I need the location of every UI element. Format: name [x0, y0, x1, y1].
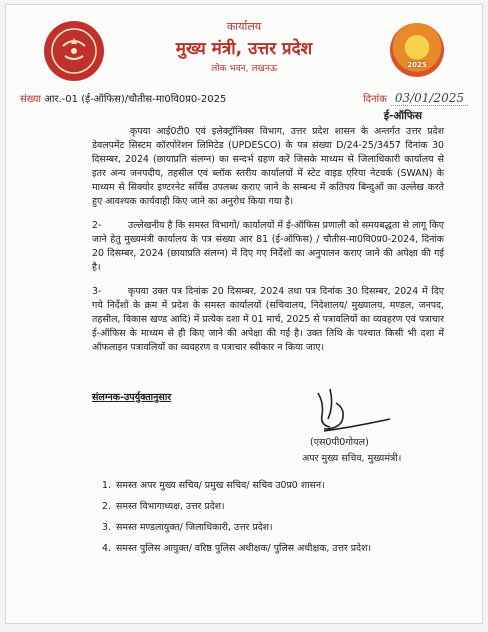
list-item-number: 3.: [102, 522, 111, 533]
paragraph-3: [92, 285, 444, 355]
handwritten-date: 03/01/2025: [391, 91, 468, 106]
list-item-text: समस्त मण्डलायुक्त/ जिलाधिकारी, उत्तर प्रदेश।: [116, 522, 273, 533]
letter-page: [5, 4, 483, 624]
reference-number: आर.-01 (ई-ऑफिस)/चौतीस-मा0वि0प्र0-2025: [44, 94, 227, 105]
office-address: लोक भवन, लखनऊ: [211, 64, 277, 74]
list-item: [102, 500, 452, 513]
list-item-number: 4.: [102, 543, 111, 554]
paragraph-2: [92, 219, 444, 275]
signatory-designation: अपर मुख्य सचिव, मुख्यमंत्री।: [302, 453, 402, 464]
paragraph-3-number: 3-: [92, 286, 102, 297]
office-label: कार्यालय: [226, 20, 262, 33]
paragraph-2-text: उल्लेखनीय है कि समस्त विभागों/ कार्यालयों में ई-ऑफिस प्रणाली को समयबद्धता से लागू किए जाने हेतु मुख्यमंत्री कार्यालय के पत्र संख्या आर 81 (ई-ऑफिस) / चौतीस-मा0वि0प्र0-2024, दिनांक 20 दिसम्बर, 2024 (छायाप्रति संलग्न) में दिए गए निर्देशों का अनुपालन कराए जाने की अपेक्षा की गई है।: [92, 220, 444, 273]
letter-body: [92, 125, 444, 355]
enclosure-label: संलग्नक-उपर्युक्तानुसार: [92, 392, 172, 403]
distribution-list: [102, 479, 452, 563]
list-item: [102, 521, 452, 534]
list-item-number: 2.: [102, 501, 111, 512]
date-label: दिनांक: [363, 94, 387, 105]
list-item-text: समस्त अपर मुख्य सचिव/ प्रमुख सचिव/ सचिव उ0प्र0 शासन।: [116, 480, 325, 491]
list-item: [102, 479, 452, 492]
list-item-number: 1.: [102, 480, 111, 491]
mahakumbh-logo-year: 2025: [407, 61, 427, 69]
list-item-text: समस्त पुलिस आयुक्त/ वरिष्ठ पुलिस अधीक्षक/ पुलिस अधीक्षक, उत्तर प्रदेश।: [116, 543, 372, 554]
paragraph-1: कृपया आई0टी0 एवं इलेक्ट्रॉनिक्स विभाग, उत्तर प्रदेश शासन के अन्तर्गत उत्तर प्रदेश डेवलपमेंट सिस्टम कॉरपोरेशन लिमिटेड (UPDESCO) के पत्र संख्या D/24-25/3457 दिनांक 30 दिसम्बर, 2024 (छायाप्रति संलग्न) का सन्दर्भ ग्रहण करें जिसके माध्यम से जिलाधिकारी कार्यालय से इतर अन्य जनपदीय, तहसील एवं ब्लॉक स्तरीय कार्यालयों में स्टेट वाइड एरिया नेटवर्क (SWAN) के माध्यम से सिक्योर इण्टरनेट सर्विस उपलब्ध कराए जाने के सम्बन्ध में कतिपय बिन्दुओं का उल्लेख करते हुए आवश्यक कार्यवाही किए जाने का अनुरोध किया गया है।: [92, 126, 444, 207]
eoffice-tag: ई-ऑफिस: [383, 110, 422, 122]
list-item: [102, 542, 452, 555]
mahakumbh-logo: [390, 23, 444, 77]
handwritten-signature: [306, 385, 396, 437]
office-title: मुख्य मंत्री, उत्तर प्रदेश: [175, 39, 313, 59]
reference-number-block: [20, 91, 226, 105]
signatory-name: (एस0पी0गोयल): [310, 437, 369, 448]
paragraph-2-number: 2-: [92, 220, 102, 231]
reference-row: [20, 91, 468, 105]
list-item-text: समस्त विभागाध्यक्ष, उत्तर प्रदेश।: [116, 501, 225, 512]
paragraph-3-text: कृपया उक्त पत्र दिनांक 20 दिसम्बर, 2024 तथा पत्र दिनांक 30 दिसम्बर, 2024 में दिए गये निर्देशों के क्रम में प्रदेश के समस्त कार्यालयों (सचिवालय, निदेशालय/ मुख्यालय, मण्डल, जनपद, तहसील, विकास खण्ड आदि) में प्रत्येक दशा में 01 मार्च, 2025 से पत्रावलियों का व्यवहरण एवं पत्राचार ई-ऑफिस के माध्यम से ही किए जाने की अपेक्षा की गई है। उक्त तिथि के पश्चात किसी भी दशा में ऑफलाइन पत्रावलियों का व्यवहरण व पत्राचार स्वीकार न किया जाए।: [92, 286, 444, 353]
reference-label: संख्या: [20, 94, 41, 105]
date-block: [363, 91, 468, 105]
